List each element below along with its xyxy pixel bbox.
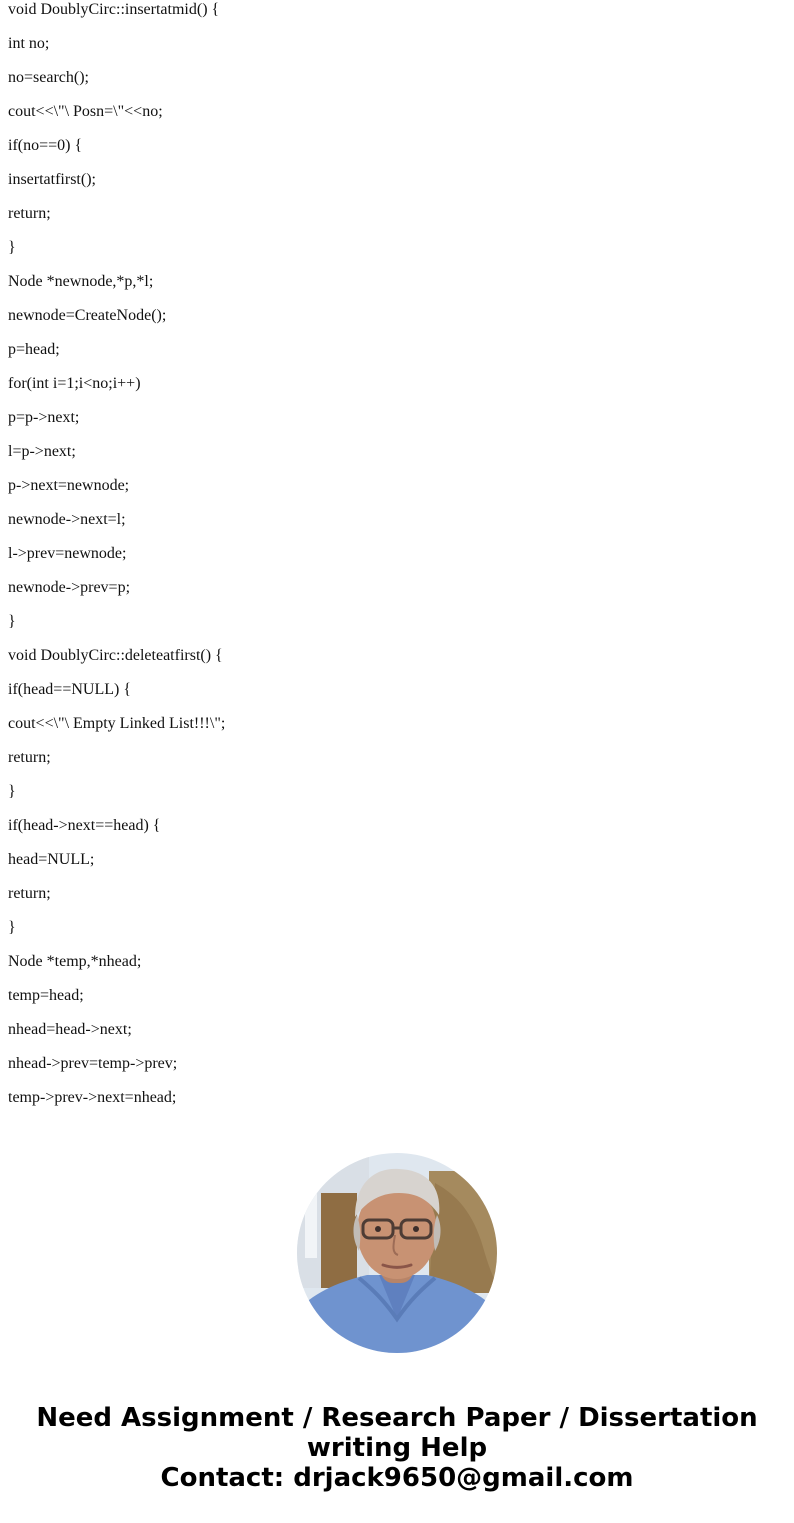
code-line: nhead=head->next; — [8, 1021, 132, 1038]
code-line: return; — [8, 749, 51, 766]
code-line: temp=head; — [8, 987, 84, 1004]
code-listing — [8, 0, 768, 1122]
code-line: for(int i=1;i<no;i++) — [8, 375, 141, 392]
author-photo — [297, 1153, 497, 1353]
code-line: l->prev=newnode; — [8, 545, 127, 562]
code-line: p=head; — [8, 341, 60, 358]
code-line: if(head->next==head) { — [8, 817, 161, 834]
code-line: l=p->next; — [8, 443, 76, 460]
code-line: p=p->next; — [8, 409, 80, 426]
code-line: } — [8, 239, 16, 256]
code-line: Node *newnode,*p,*l; — [8, 273, 154, 290]
promo-subtitle: writing Help — [306, 1433, 488, 1463]
code-line: nhead->prev=temp->prev; — [8, 1055, 178, 1072]
code-line: newnode->next=l; — [8, 511, 126, 528]
code-line: newnode->prev=p; — [8, 579, 131, 596]
code-line: } — [8, 613, 16, 630]
code-line: no=search(); — [8, 69, 89, 86]
code-line: cout<<\"\ Empty Linked List!!!\"; — [8, 715, 226, 732]
code-line: } — [8, 919, 16, 936]
code-line: return; — [8, 885, 51, 902]
promo-title: Need Assignment / Research Paper / Dissertation — [36, 1403, 758, 1433]
code-line: return; — [8, 205, 51, 222]
code-line: insertatfirst(); — [8, 171, 96, 188]
code-line: p->next=newnode; — [8, 477, 130, 494]
code-line: int no; — [8, 35, 50, 52]
code-line: } — [8, 783, 16, 800]
promo-banner — [0, 1403, 794, 1493]
code-line: newnode=CreateNode(); — [8, 307, 167, 324]
code-line: cout<<\"\ Posn=\"<<no; — [8, 103, 163, 120]
code-line: if(head==NULL) { — [8, 681, 132, 698]
code-line: void DoublyCirc::deleteatfirst() { — [8, 647, 223, 664]
code-line: if(no==0) { — [8, 137, 83, 154]
author-avatar — [297, 1153, 497, 1353]
code-line: temp->prev->next=nhead; — [8, 1089, 177, 1106]
code-line: void DoublyCirc::insertatmid() { — [8, 1, 220, 18]
promo-contact: Contact: drjack9650@gmail.com — [160, 1463, 634, 1493]
code-line: head=NULL; — [8, 851, 95, 868]
code-line: Node *temp,*nhead; — [8, 953, 142, 970]
